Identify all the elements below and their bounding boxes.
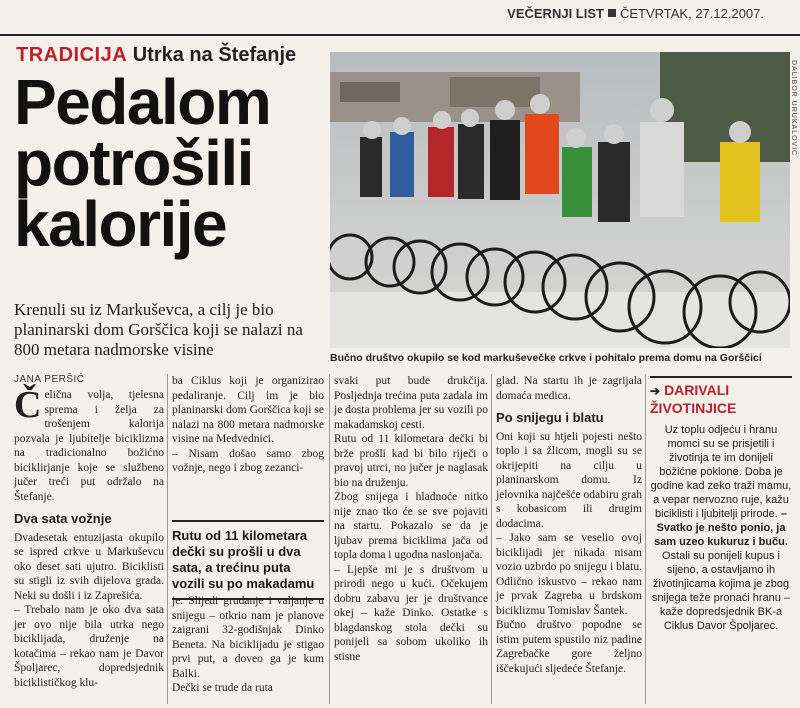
article-paragraph: – Ljepše mi je s društvom u prirodi nego u kući. Očekujem dobru zabavu jer je društvance okej – kaže Dinko. Ostatke s blagdanskog stola dečki su ponijeli sa sobom ukoliko ih stisne <box>334 563 488 663</box>
article-paragraph: svaki put bude drukčija. Posljednja trećina puta zadala im je dosta problema jer su vozili po makadamskoj cesti. <box>334 375 488 431</box>
headline-line-3: kalorije <box>14 188 227 260</box>
deck: Krenuli su iz Markuševca, a cilj je bio planinarski dom Gorščica koji se nalazi na 800 metara nadmorske visine <box>14 300 303 359</box>
kicker <box>16 44 296 67</box>
square-icon <box>608 9 616 17</box>
article-paragraph: Čelična volja, tjelesna sprema i želja za trošenjem kalorija pozvala je ljubitelje biciklizma na tradicionalno božićno biciklirjanje koje se službeno jučer treći put održalo na Štefanje. <box>14 384 164 503</box>
column-rule <box>491 374 492 704</box>
masthead <box>0 0 800 36</box>
article-column-2-continued <box>172 594 324 696</box>
sidebar-title: ➔ DARIVALI ŽIVOTINJICE <box>650 376 792 417</box>
headline <box>14 66 324 260</box>
subheading: Po snijegu i blatu <box>496 410 604 425</box>
subheading: Dva sata vožnje <box>14 511 112 526</box>
article-paragraph: Bučno društvo popodne se istim putem spustilo niz padine Zagrebačke gore željno iščekujući sljedeće Štefanje. <box>496 619 642 675</box>
sidebar-box <box>650 376 792 633</box>
sidebar-quote: – Svatko je nešto ponio, ja sam uzeo kukuruz i buču. <box>654 508 788 548</box>
article-paragraph: – Trebalo nam je oko dva sata jer ovo nije bila utrka nego biciklijada, druženje na kotačima – rekao nam je Davor Špoljarec, dopredsjednik biciklističkog klu- <box>14 604 164 689</box>
column-rule <box>645 374 646 704</box>
article-column-4 <box>496 374 642 676</box>
article-paragraph: ba Ciklus koji je organizirao pedaliranje. Cilj im je bio planinarski dom Gorščica koji se nalazi na 800 metara nadmorske visine na Medvednici. <box>172 375 324 445</box>
issue-date: ČETVRTAK, 27.12.2007. <box>619 6 764 21</box>
column-rule <box>329 374 330 704</box>
column-rule <box>167 374 168 704</box>
article-paragraph: glad. Na startu ih je zagrijala domaća medica. <box>496 375 642 402</box>
article-paragraph: Dvadesetak entuzijasta okupilo se ispred crkve u Markuševcu oko deset sati ujutro. Biciklisti su stigli iz svih dijelova grada. Neki su došli i iz Zaprešića. <box>14 531 164 602</box>
article-column-2 <box>172 374 324 476</box>
article-paragraph: – Jako sam se veselio ovoj biciklijadi jer nikada nisam vozio uzbrdo po snijegu i blatu. Odlično iskustvo – rekao nam je prvak Zagreba u brdskom biciklizmu Tomislav Šantek. <box>496 532 642 617</box>
article-paragraph: je. Slijedi grudanje i valjanje u snijegu – otkrio nam je planove zaigrani 32-godišnjak Dinko Beneta. Na biciklijadu je stigao prvi put, a doveo ga je kum Balki. <box>172 595 324 680</box>
article-paragraph: Rutu od 11 kilometara dečki bi brže prošli kad bi bilo riječi o pravoj utrci, no jučer je naglasak bio na druženju. <box>334 433 488 489</box>
headline-line-2: potrošili <box>14 127 253 199</box>
byline: JANA PERŠIĆ <box>14 374 85 385</box>
article-column-3 <box>334 374 488 664</box>
article-paragraph: Oni koji su htjeli pojesti nešto toplo i sa žlicom, mogli su se okrijepiti na cilju u planinarskom domu. Iz jelovnika najčešće odabiru grah s kobasicom ili drugim dodacima. <box>496 430 642 530</box>
kicker-text: Utrka na Štefanje <box>132 44 297 66</box>
pull-quote: Rutu od 11 kilometara dečki su prošli u dva sata, a trećinu puta vozili su po makadamu <box>172 520 324 600</box>
article-paragraph: Dečki se trude da ruta <box>172 682 273 694</box>
headline-line-1: Pedalom <box>14 66 271 138</box>
photo-illustration <box>330 52 790 348</box>
arrow-icon: ➔ <box>650 384 661 398</box>
masthead-line <box>507 6 764 21</box>
article-paragraph: – Nisam došao samo zbog vožnje, nego i zbog zezanci- <box>172 447 324 474</box>
kicker-label: TRADICIJA <box>16 44 128 66</box>
sidebar-text: Uz toplu odjeću i hranu momci su se prisjetili i životinja te im donijeli božićne poklone. Doba je godine kad zeko traži mamu, a vepar nervozno ruje, kažu biciklisti i ljubitelji prirode. – Svatko je nešto ponio, ja sam uzeo kukuruz i buču. Ostali su ponijeli kupus i sijeno, a ostavljamo ih životinjicama kojima je zbog snijega teže pronaći hranu – kaže dopredsjednik BK-a Ciklus Davor Špoljarec. <box>650 424 792 632</box>
drop-cap: Č <box>14 384 42 426</box>
paper-name: VEČERNJI LIST <box>507 6 604 21</box>
article-column-1 <box>14 384 164 690</box>
photo-credit: DALIBOR URUKALOVIĆ <box>790 60 797 157</box>
cyclists-photo <box>330 52 790 348</box>
article-paragraph: Zbog snijega i hladnoće nitko nije znao tko će se sve pojaviti na startu. Pokazalo se da je ljubav prema biciklima jača od topla doma i ugodna naslonjača. <box>334 491 488 561</box>
photo-caption: Bučno društvo okupilo se kod markuševečke crkve i pohitalo prema domu na Gorščici <box>330 352 762 364</box>
